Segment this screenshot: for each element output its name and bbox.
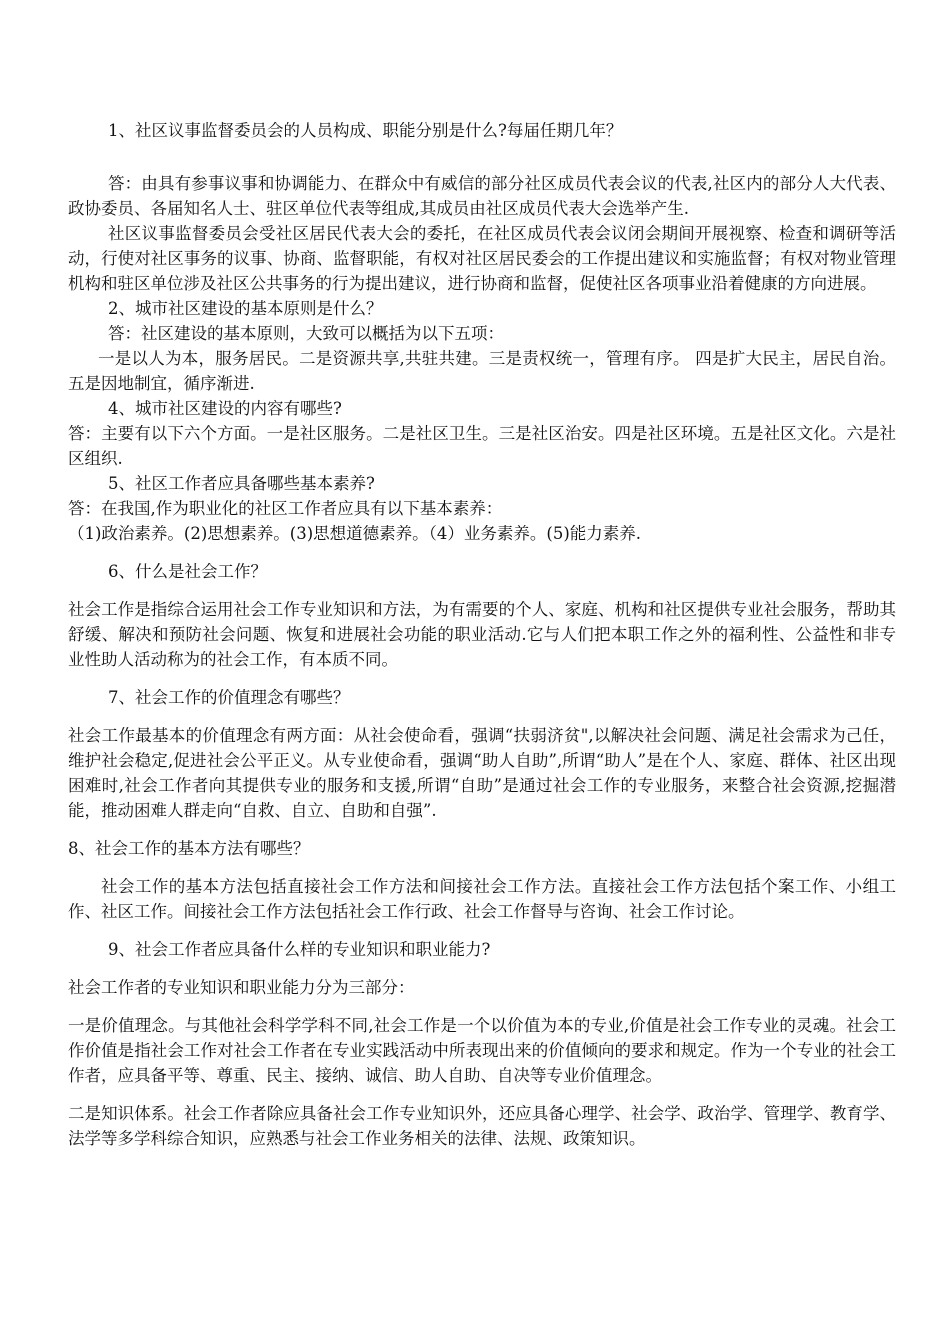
answer-9-intro: 社会工作者的专业知识和职业能力分为三部分： bbox=[68, 978, 415, 997]
question-6: 6、什么是社会工作？ bbox=[108, 562, 267, 581]
document-page bbox=[68, 118, 896, 1151]
answer-4: 答：主要有以下六个方面。一是社区服务。二是社区卫生。三是社区治安。四是社区环境。五是社区文化。六是社区组织. bbox=[68, 424, 896, 468]
answer-6: 社会工作是指综合运用社会工作专业知识和方法，为有需要的个人、家庭、机构和社区提供专业社会服务，帮助其舒缓、解决和预防社会问题、恢复和进展社会功能的职业活动.它与人们把本职工作之外的福利性、公益性和非专业性助人活动称为的社会工作，有本质不同。 bbox=[68, 600, 896, 669]
answer-7: 社会工作最基本的价值理念有两方面：从社会使命看，强调“扶弱济贫",以解决社会问题、满足社会需求为己任，维护社会稳定,促进社会公平正义。从专业使命看，强调“助人自助”,所谓“助人”是在个人、家庭、群体、社区出现困难时,社会工作者向其提供专业的服务和支援,所谓“自助”是通过社会工作的专业服务，来整合社会资源,挖掘潜能，推动困难人群走向“自救、自立、自助和自强”. bbox=[68, 726, 896, 820]
answer-1-part-2: 社区议事监督委员会受社区居民代表大会的委托，在社区成员代表会议闭会期间开展视察、检查和调研等活动，行使对社区事务的议事、协商、监督职能，有权对社区居民委会的工作提出建议和实施监督；有权对物业管理机构和驻区单位涉及社区公共事务的行为提出建议，进行协商和监督，促使社区各项事业沿着健康的方向进展。 bbox=[68, 224, 896, 293]
answer-5-list: （1)政治素养。(2)思想素养。(3)思想道德素养。（4）业务素养。(5)能力素养. bbox=[68, 524, 642, 543]
answer-2-list: 一是以人为本，服务居民。二是资源共享,共驻共建。三是责权统一，管理有序。 四是扩大民主，居民自治。五是因地制宜，循序渐进. bbox=[68, 349, 896, 393]
answer-2-intro: 答：社区建设的基本原则，大致可以概括为以下五项： bbox=[108, 324, 504, 343]
question-4: 4、城市社区建设的内容有哪些? bbox=[108, 399, 342, 418]
question-7: 7、社会工作的价值理念有哪些？ bbox=[108, 688, 350, 707]
question-2: 2、城市社区建设的基本原则是什么？ bbox=[108, 299, 383, 318]
question-8: 8、社会工作的基本方法有哪些？ bbox=[68, 839, 310, 858]
answer-1-part-1: 答：由具有参事议事和协调能力、在群众中有威信的部分社区成员代表会议的代表,社区内的部分人大代表、政协委员、各届知名人士、驻区单位代表等组成,其成员由社区成员代表大会选举产生. bbox=[68, 174, 896, 218]
answer-8: 社会工作的基本方法包括直接社会工作方法和间接社会工作方法。直接社会工作方法包括个案工作、小组工作、社区工作。间接社会工作方法包括社会工作行政、社会工作督导与咨询、社会工作讨论。 bbox=[68, 877, 896, 921]
answer-9-values: 一是价值理念。与其他社会科学学科不同,社会工作是一个以价值为本的专业,价值是社会工作专业的灵魂。社会工作价值是指社会工作对社会工作者在专业实践活动中所表现出来的价值倾向的要求和规定。作为一个专业的社会工作者，应具备平等、尊重、民主、接纳、诚信、助人自助、自决等专业价值理念。 bbox=[68, 1016, 896, 1085]
answer-5-intro: 答：在我国,作为职业化的社区工作者应具有以下基本素养： bbox=[68, 499, 503, 518]
question-5: 5、社区工作者应具备哪些基本素养? bbox=[108, 474, 375, 493]
answer-9-knowledge: 二是知识体系。社会工作者除应具备社会工作专业知识外，还应具备心理学、社会学、政治学、管理学、教育学、法学等多学科综合知识，应熟悉与社会工作业务相关的法律、法规、政策知识。 bbox=[68, 1104, 896, 1148]
question-1: 1、社区议事监督委员会的人员构成、职能分别是什么?每届任期几年？ bbox=[108, 121, 623, 140]
question-9: 9、社会工作者应具备什么样的专业知识和职业能力? bbox=[108, 940, 491, 959]
